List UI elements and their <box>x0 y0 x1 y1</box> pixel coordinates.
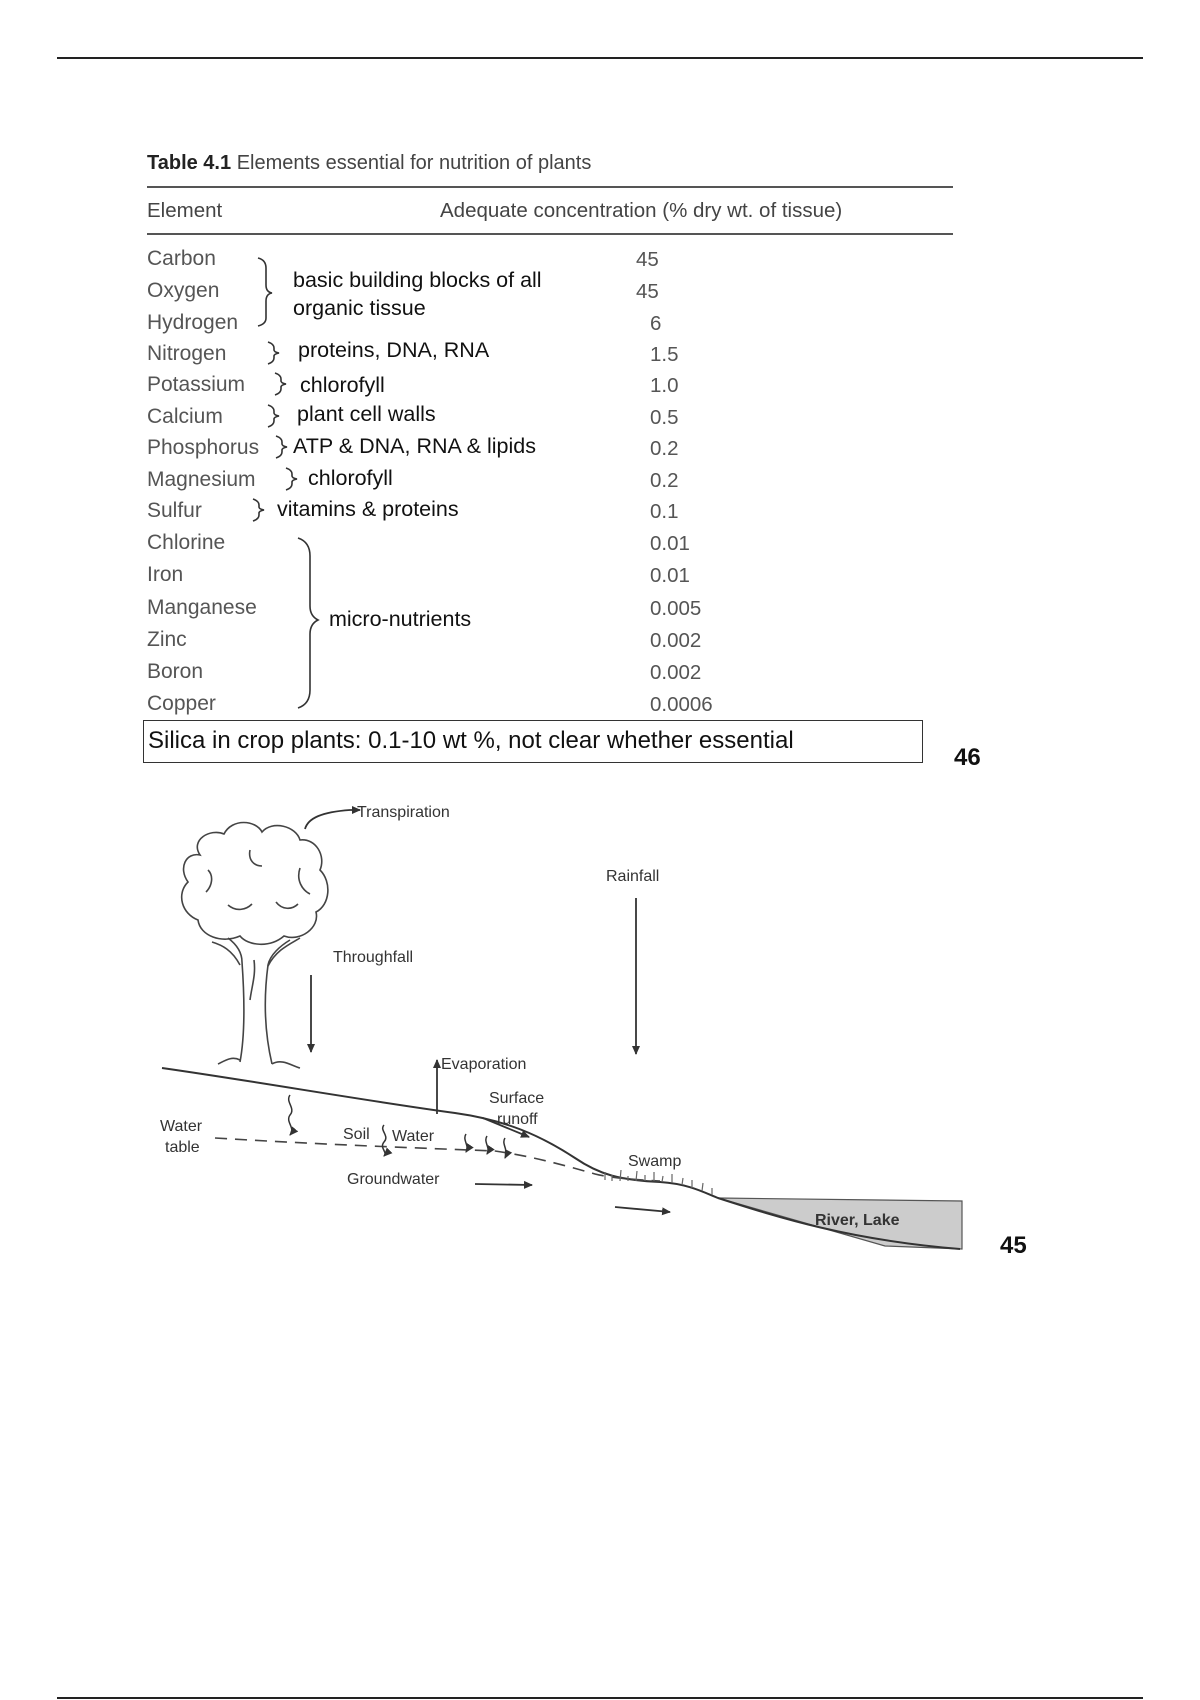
label-evaporation: Evaporation <box>441 1056 527 1073</box>
concentration-value: 45 <box>636 280 659 303</box>
groundwater-arrow <box>475 1184 532 1185</box>
label-water: Water <box>392 1128 435 1145</box>
soil-water-squiggle <box>382 1125 385 1156</box>
brace-nitrogen <box>268 342 279 364</box>
label-rainfall: Rainfall <box>606 868 660 885</box>
concentration-value: 1.5 <box>650 343 679 366</box>
note-magnesium: chlorofyll <box>308 466 393 490</box>
concentration-value: 0.1 <box>650 500 679 523</box>
element-name: Calcium <box>147 405 223 428</box>
note-sulfur: vitamins & proteins <box>277 497 459 521</box>
concentration-value: 0.01 <box>650 564 690 587</box>
transpiration-arrow <box>305 810 360 829</box>
label-soil: Soil <box>343 1126 370 1143</box>
label-water-table-1: Water <box>160 1118 203 1135</box>
label-runoff: runoff <box>497 1111 538 1128</box>
brace-basic <box>258 258 272 326</box>
concentration-value: 0.2 <box>650 469 679 492</box>
note-basic-line1: basic building blocks of all <box>293 268 542 292</box>
seep-arrow <box>504 1138 506 1158</box>
element-name: Nitrogen <box>147 342 227 365</box>
label-river-lake: River, Lake <box>815 1212 900 1229</box>
element-name: Copper <box>147 692 216 715</box>
note-basic-line2: organic tissue <box>293 296 426 320</box>
brace-micro <box>298 538 318 708</box>
page-number-45: 45 <box>1000 1232 1027 1259</box>
label-water-table-2: table <box>165 1139 200 1156</box>
table-caption-text: Elements essential for nutrition of plants <box>236 152 592 174</box>
bottom-rule <box>57 1697 1143 1699</box>
note-nitrogen: proteins, DNA, RNA <box>298 338 490 362</box>
element-name: Hydrogen <box>147 311 239 334</box>
element-name: Boron <box>147 660 204 683</box>
tree-illustration <box>182 823 328 1069</box>
label-swamp: Swamp <box>628 1153 682 1170</box>
label-groundwater: Groundwater <box>347 1171 440 1188</box>
element-name: Potassium <box>147 373 246 396</box>
concentration-value: 6 <box>650 312 662 335</box>
element-name: Oxygen <box>147 279 220 302</box>
element-name: Carbon <box>147 247 216 270</box>
element-name: Iron <box>147 563 184 586</box>
brace-potassium <box>275 373 286 395</box>
brace-magnesium <box>286 468 297 490</box>
groundwater-flow-arrow <box>615 1207 670 1212</box>
element-name: Zinc <box>147 628 187 651</box>
concentration-value: 0.0006 <box>650 693 713 716</box>
element-name: Phosphorus <box>147 436 260 459</box>
concentration-value: 0.002 <box>650 629 702 652</box>
note-micro: micro-nutrients <box>329 607 472 631</box>
element-name: Magnesium <box>147 468 256 491</box>
element-name: Manganese <box>147 596 257 619</box>
concentration-value: 0.005 <box>650 597 702 620</box>
note-potassium: chlorofyll <box>300 373 385 397</box>
column-header-element: Element <box>147 199 223 222</box>
table-braces <box>0 0 1200 760</box>
column-header-concentration: Adequate concentration (% dry wt. of tissue) <box>440 199 843 222</box>
concentration-value: 0.01 <box>650 532 690 555</box>
label-throughfall: Throughfall <box>333 949 414 966</box>
infiltration-squiggle <box>289 1095 292 1135</box>
label-surface: Surface <box>489 1090 545 1107</box>
concentration-value: 1.0 <box>650 374 679 397</box>
concentration-value: 45 <box>636 248 659 271</box>
table-caption-number: Table 4.1 <box>147 152 232 174</box>
element-name: Sulfur <box>147 499 202 522</box>
concentration-value: 0.5 <box>650 406 679 429</box>
concentration-value: 0.002 <box>650 661 702 684</box>
note-phosphorus: ATP & DNA, RNA & lipids <box>293 434 536 458</box>
label-transpiration: Transpiration <box>357 804 450 821</box>
brace-phosphorus <box>276 436 287 458</box>
note-calcium: plant cell walls <box>297 402 436 426</box>
element-name: Chlorine <box>147 531 226 554</box>
brace-sulfur <box>253 499 264 521</box>
concentration-value: 0.2 <box>650 437 679 460</box>
water-cycle-diagram <box>150 795 980 1255</box>
page-number-46: 46 <box>954 744 981 771</box>
silica-note: Silica in crop plants: 0.1-10 wt %, not clear whether essential <box>148 727 794 754</box>
brace-calcium <box>268 405 279 427</box>
